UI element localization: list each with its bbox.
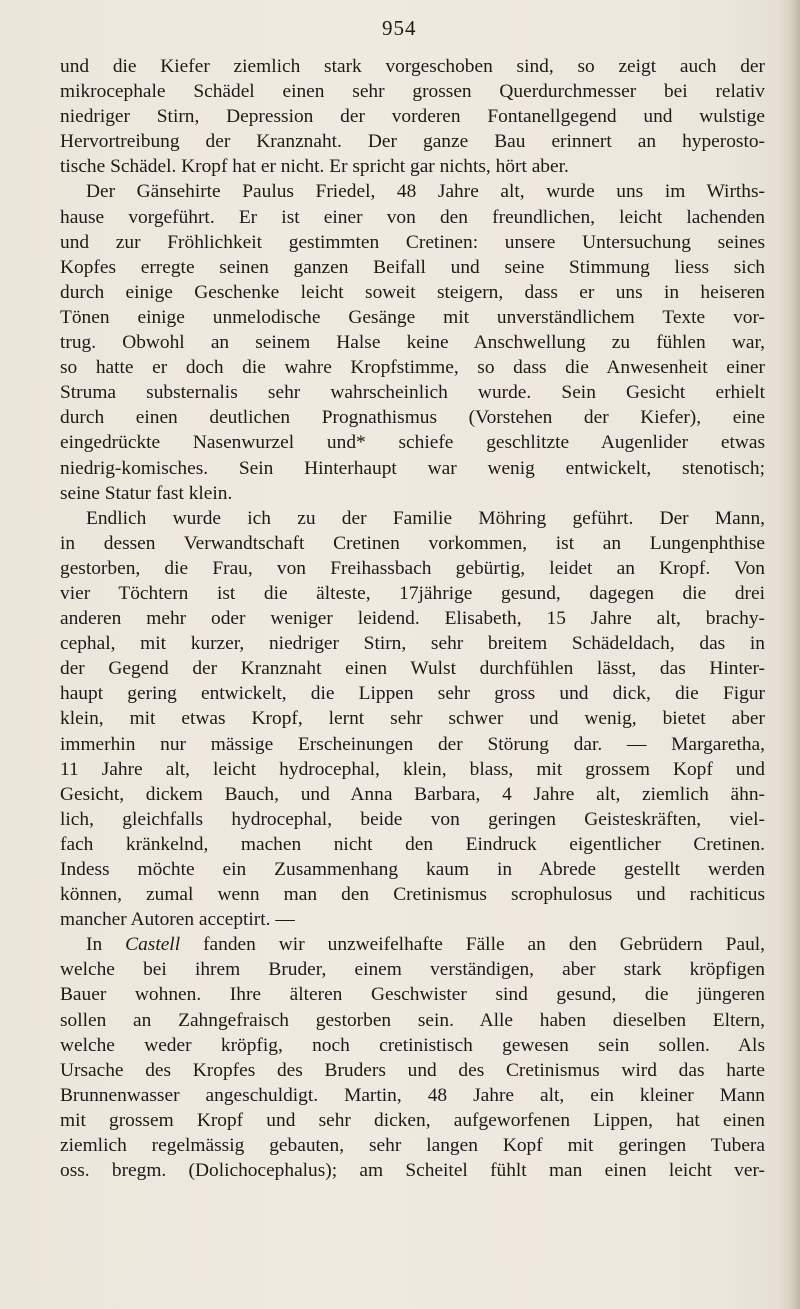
- text-line: ziemlich regelmässig gebauten, sehr langen Kopf mit geringen Tubera: [60, 1135, 765, 1157]
- text-line: seine Statur fast klein.: [60, 482, 233, 504]
- text-line: haupt gering entwickelt, die Lippen sehr gross und dick, die Figur: [60, 683, 765, 705]
- page-edge-shadow: [778, 0, 800, 1309]
- text-line: tische Schädel. Kropf hat er nicht. Er spricht gar nichts, hört aber.: [60, 156, 569, 178]
- text-line: anderen mehr oder weniger leidend. Elisabeth, 15 Jahre alt, brachy-: [60, 608, 765, 630]
- text-line: mit grossem Kropf und sehr dicken, aufgeworfenen Lippen, hat einen: [60, 1109, 765, 1131]
- text-line: 11 Jahre alt, leicht hydrocephal, klein, blass, mit grossem Kopf und: [60, 758, 765, 780]
- text-line: Hervortreibung der Kranznaht. Der ganze Bau erinnert an hyperosto-: [60, 131, 765, 153]
- text-line: welche bei ihrem Bruder, einem verständigen, aber stark kröpfigen: [60, 959, 765, 981]
- text-line: und zur Fröhlichkeit gestimmten Cretinen: unsere Untersuchung seines: [60, 231, 765, 253]
- text-line: vier Töchtern ist die älteste, 17jährige gesund, dagegen die drei: [60, 582, 765, 604]
- text-line: fach kränkelnd, machen nicht den Eindruck eigentlicher Cretinen.: [60, 833, 765, 855]
- text-line: sollen an Zahngefraisch gestorben sein. Alle haben dieselben Eltern,: [60, 1009, 765, 1031]
- text-line: eingedrückte Nasenwurzel und* schiefe geschlitzte Augenlider etwas: [60, 432, 765, 454]
- text-line: welche weder kröpfig, noch cretinistisch gewesen sein sollen. Als: [60, 1034, 765, 1056]
- page-number: 954: [382, 16, 417, 40]
- text-line: immerhin nur mässige Erscheinungen der Störung dar. — Margaretha,: [60, 733, 765, 755]
- text-line: trug. Obwohl an seinem Halse keine Anschwellung zu fühlen war,: [60, 332, 765, 354]
- text-line: mikrocephale Schädel einen sehr grossen Querdurchmesser bei relativ: [60, 81, 765, 103]
- text-line: Endlich wurde ich zu der Familie Möhring geführt. Der Mann,: [86, 507, 765, 529]
- text-line: cephal, mit kurzer, niedriger Stirn, sehr breitem Schädeldach, das in: [60, 633, 765, 655]
- text-line: lich, gleichfalls hydrocephal, beide von geringen Geisteskräften, viel-: [60, 808, 765, 830]
- text-line: oss. bregm. (Dolichocephalus); am Scheitel fühlt man einen leicht ver-: [60, 1160, 765, 1182]
- text-line: klein, mit etwas Kropf, lernt sehr schwer und wenig, bietet aber: [60, 708, 765, 730]
- text-line: können, zumal wenn man den Cretinismus scrophulosus und rachiticus: [60, 884, 765, 906]
- text-line: Der Gänsehirte Paulus Friedel, 48 Jahre alt, wurde uns im Wirths-: [86, 181, 765, 203]
- text-line: Struma substernalis sehr wahrscheinlich wurde. Sein Gesicht erhielt: [60, 382, 765, 404]
- text-line: durch einen deutlichen Prognathismus (Vorstehen der Kiefer), eine: [60, 407, 765, 429]
- text-line: Gesicht, dickem Bauch, und Anna Barbara, 4 Jahre alt, ziemlich ähn-: [60, 783, 765, 805]
- text-line: niedrig-komisches. Sein Hinterhaupt war wenig entwickelt, stenotisch;: [60, 457, 765, 479]
- text-line: In Castell fanden wir unzweifelhafte Fälle an den Gebrüdern Paul,: [86, 934, 765, 956]
- text-line: mancher Autoren acceptirt. —: [60, 909, 295, 931]
- text-line: niedriger Stirn, Depression der vorderen Fontanellgegend und wulstige: [60, 106, 765, 128]
- body-text: [60, 54, 765, 1183]
- text-line: gestorben, die Frau, von Freihassbach gebürtig, leidet an Kropf. Von: [60, 557, 765, 579]
- text-line: hause vorgeführt. Er ist einer von den freundlichen, leicht lachenden: [60, 206, 765, 228]
- text-line: durch einige Geschenke leicht soweit steigern, dass er uns in heiseren: [60, 281, 765, 303]
- text-line: Kopfes erregte seinen ganzen Beifall und seine Stimmung liess sich: [60, 256, 765, 278]
- text-line: Indess möchte ein Zusammenhang kaum in Abrede gestellt werden: [60, 859, 765, 880]
- text-line: so hatte er doch die wahre Kropfstimme, so dass die Anwesenheit einer: [60, 357, 765, 379]
- text-line: Brunnenwasser angeschuldigt. Martin, 48 Jahre alt, ein kleiner Mann: [60, 1084, 765, 1106]
- text-line: Ursache des Kropfes des Bruders und des Cretinismus wird das harte: [60, 1059, 765, 1081]
- text-line: und die Kiefer ziemlich stark vorgeschoben sind, so zeigt auch der: [60, 56, 765, 77]
- text-line: in dessen Verwandtschaft Cretinen vorkommen, ist an Lungenphthise: [60, 532, 765, 554]
- text-line: der Gegend der Kranznaht einen Wulst durchfühlen lässt, das Hinter-: [60, 658, 765, 680]
- text-line: Bauer wohnen. Ihre älteren Geschwister sind gesund, die jüngeren: [60, 984, 765, 1006]
- text-line: Tönen einige unmelodische Gesänge mit unverständlichem Texte vor-: [60, 306, 765, 328]
